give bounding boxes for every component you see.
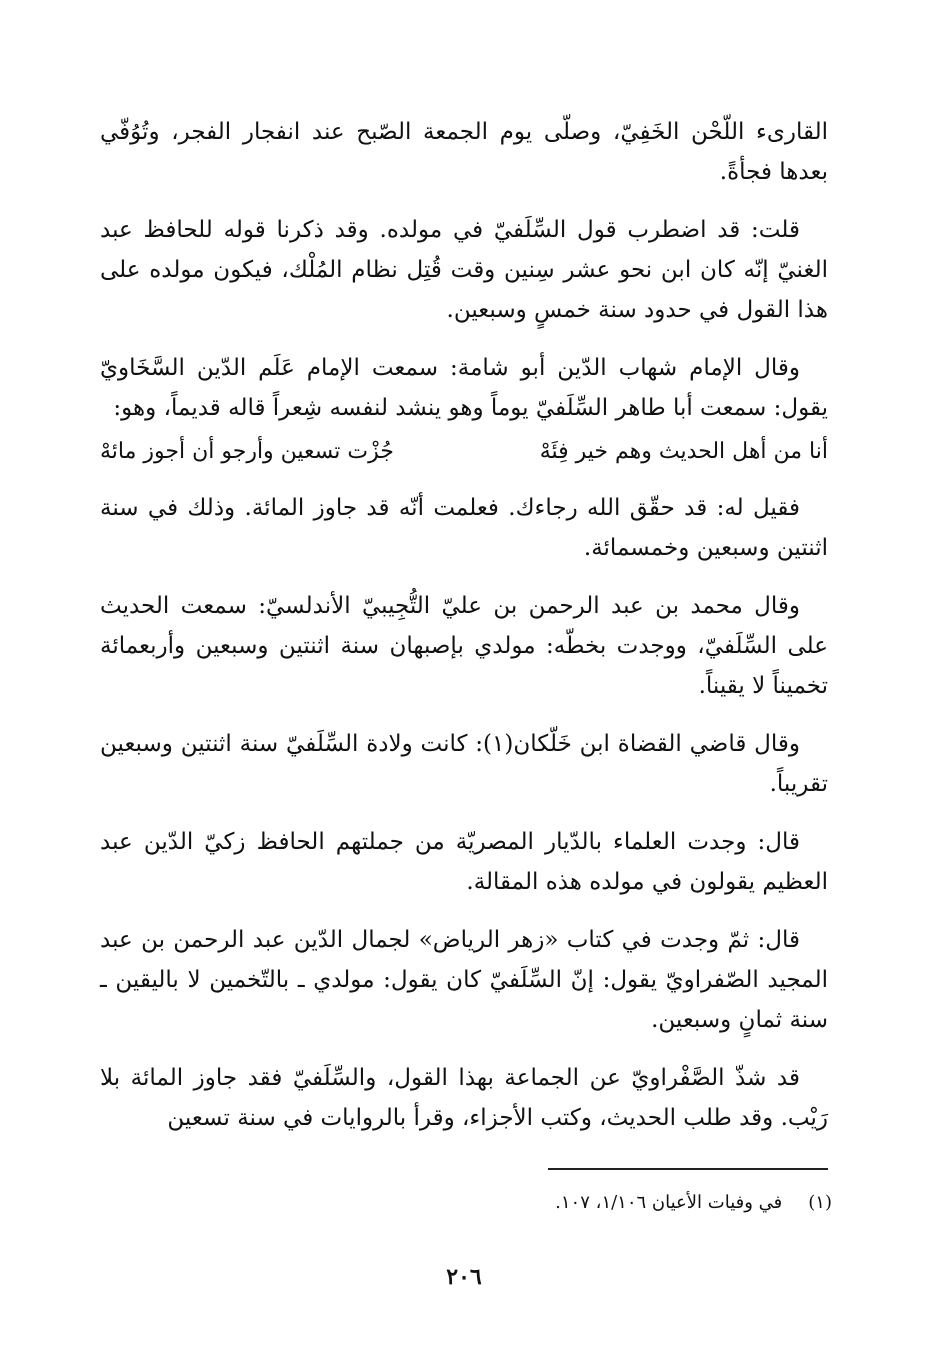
paragraph-6: وقال قاضي القضاة ابن خَلّكان(١): كانت ولادة السِّلَفيّ سنة اثنتين وسبعين تقريباً. bbox=[100, 731, 828, 797]
verse-line bbox=[100, 432, 828, 472]
paragraph-3: وقال الإمام شهاب الدّين أبو شامة: سمعت الإمام عَلَم الدّين السَّخَاويّ يقول: سمعت أبا طاهر السِّلَفيّ يوماً وهو ينشد لنفسه شِعراً قاله قديماً، وهو: bbox=[100, 355, 828, 421]
footnote-divider bbox=[548, 1168, 828, 1170]
verse-second-hemistich: جُزْت تسعين وأرجو أن أجوز مائهْ bbox=[100, 439, 394, 464]
paragraph-9: قد شذّ الصَّفْراويّ عن الجماعة بهذا القول، والسِّلَفيّ فقد جاوز المائة بلا رَيْب. وقد طلب الحديث، وكتب الأجزاء، وقرأ بالروايات في سنة تسعين bbox=[100, 1065, 828, 1131]
paragraph-2: قلت: قد اضطرب قول السِّلَفيّ في مولده. وقد ذكرنا قوله للحافظ عبد الغنيّ إنّه كان ابن نحو عشر سِنين وقت قُتِل نظام المُلْك، فيكون مولده على هذا القول في حدود سنة خمسٍ وسبعين. bbox=[100, 217, 828, 323]
paragraph-1: القارىء اللّحْن الخَفِيّ، وصلّى يوم الجمعة الصّبح عند انفجار الفجر، وتُوُفّي بعدها فجأةً. bbox=[100, 119, 828, 185]
footnote-number: (١) bbox=[808, 1192, 832, 1213]
verse-first-hemistich: أنا من أهل الحديث وهم خير فِئَهْ bbox=[539, 439, 828, 464]
main-text bbox=[100, 112, 828, 1156]
paragraph-4: فقيل له: قد حقّق الله رجاءك. فعلمت أنّه قد جاوز المائة. وذلك في سنة اثنتين وسبعين وخمسمائة. bbox=[100, 495, 828, 561]
footnote bbox=[112, 1188, 832, 1218]
paragraph-7: قال: وجدت العلماء بالدّيار المصريّة من جملتهم الحافظ زكيّ الدّين عبد العظيم يقولون في مولده هذه المقالة. bbox=[100, 829, 828, 895]
page-number: ٢٠٦ bbox=[446, 1264, 482, 1290]
paragraph-5: وقال محمد بن عبد الرحمن بن عليّ التُّجِيبيّ الأندلسيّ: سمعت الحديث على السِّلَفيّ، ووجدت بخطّه: مولدي بإصبهان سنة اثنتين وسبعين وأربعمائة تخميناً لا يقيناً. bbox=[100, 593, 828, 699]
paragraph-8: قال: ثمّ وجدت في كتاب «زهر الرياض» لجمال الدّين عبد الرحمن بن عبد المجيد الصّفراويّ يقول: إنّ السِّلَفيّ كان يقول: مولدي ـ بالتّخمين لا باليقين ـ سنة ثمانٍ وسبعين. bbox=[100, 927, 828, 1033]
footnote-text: في وفيات الأعيان ١/١٠٦، ١٠٧. bbox=[555, 1192, 783, 1213]
